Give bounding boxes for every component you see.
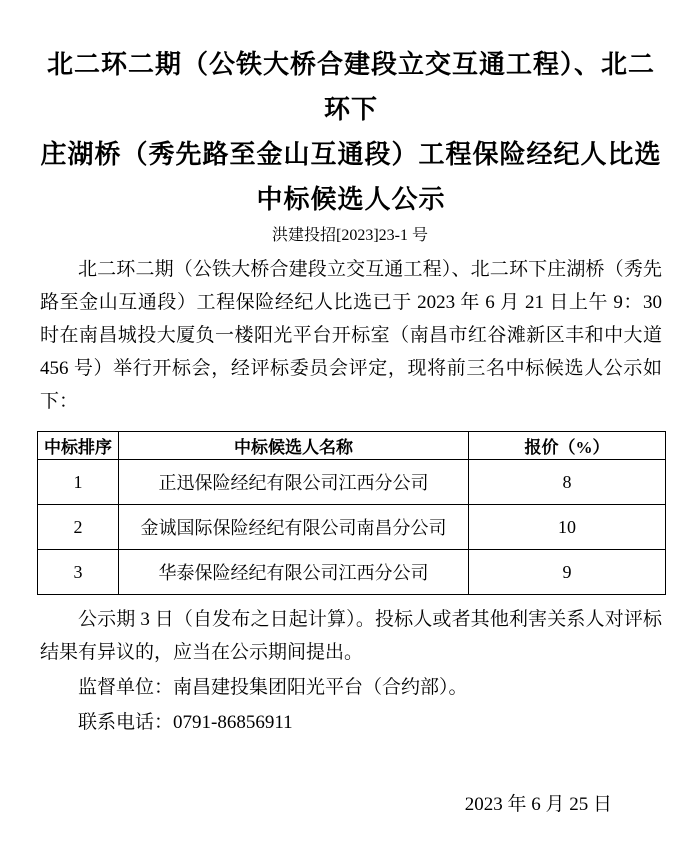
page-title	[40, 42, 662, 222]
cell-rank: 1	[38, 460, 119, 505]
header-candidate-name: 中标候选人名称	[119, 432, 469, 460]
cell-price: 10	[469, 505, 666, 550]
cell-rank: 3	[38, 550, 119, 595]
cell-candidate-name: 华泰保险经纪有限公司江西分公司	[119, 550, 469, 595]
table-header-row	[38, 432, 666, 460]
table-row	[38, 505, 666, 550]
publicity-period-paragraph: 公示期 3 日（自发布之日起计算）。投标人或者其他利害关系人对评标结果有异议的，应当在公示期间提出。	[40, 609, 662, 663]
cell-candidate-name: 金诚国际保险经纪有限公司南昌分公司	[119, 505, 469, 550]
supervisor-unit-line: 监督单位：南昌建投集团阳光平台（合约部）。	[78, 677, 468, 698]
table-row	[38, 550, 666, 595]
header-price: 报价（%）	[469, 432, 666, 460]
cell-rank: 2	[38, 505, 119, 550]
intro-paragraph: 北二环二期（公铁大桥合建段立交互通工程）、北二环下庄湖桥（秀先路至金山互通段）工程保险经纪人比选已于 2023 年 6 月 21 日上午 9：30 时在南昌城投大厦负一楼阳光平台开标室（南昌市红谷滩新区丰和中大道 456 号）举行开标会，经评标委员会评定，现将前三名中标候选人公示如下：	[40, 259, 662, 412]
page-title-line-2: 庄湖桥（秀先路至金山互通段）工程保险经纪人比选	[40, 140, 662, 169]
page-title-line-3: 中标候选人公示	[256, 185, 446, 214]
page-title-line-1: 北二环二期（公铁大桥合建段立交互通工程）、北二环下	[46, 50, 655, 124]
candidates-table	[37, 431, 666, 595]
cell-candidate-name: 正迅保险经纪有限公司江西分公司	[119, 460, 469, 505]
cell-price: 9	[469, 550, 666, 595]
cell-price: 8	[469, 460, 666, 505]
table-row	[38, 460, 666, 505]
contact-phone-line: 联系电话：0791-86856911	[78, 712, 293, 733]
header-rank: 中标排序	[38, 432, 119, 460]
document-date: 2023 年 6 月 25 日	[464, 794, 612, 815]
document-number: 洪建投招[2023]23-1 号	[272, 227, 428, 244]
